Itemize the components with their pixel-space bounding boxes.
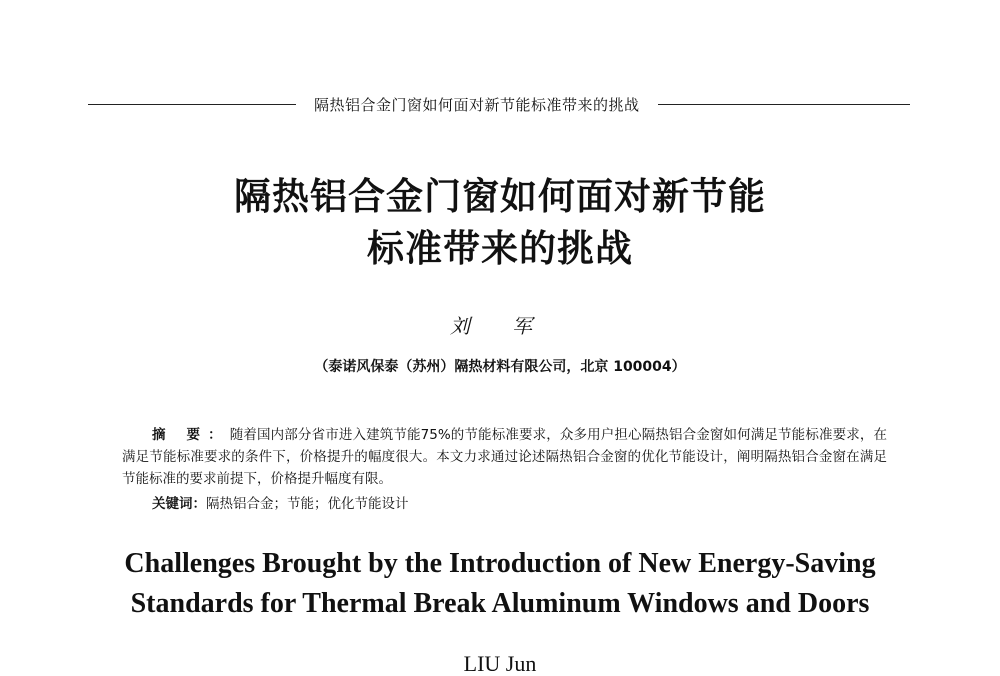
header-rule-right	[658, 104, 910, 105]
abstract-label: 摘 要：	[152, 427, 230, 443]
chinese-title-line-2: 标准带来的挑战	[367, 226, 633, 270]
abstract	[122, 424, 887, 490]
chinese-author: 刘 军	[449, 314, 551, 338]
english-title-line-1: Challenges Brought by the Introduction of New Energy-Saving	[124, 548, 876, 579]
keywords-text: 隔热铝合金；节能；优化节能设计	[206, 496, 409, 512]
abstract-text: 随着国内部分省市进入建筑节能75%的节能标准要求，众多用户担心隔热铝合金窗如何满足节能标准要求，在满足节能标准要求的条件下，价格提升的幅度很大。本文力求通过论述隔热铝合金窗的优化节能设计，阐明隔热铝合金窗在满足节能标准的要求前提下，价格提升幅度有限。	[122, 427, 887, 487]
running-header-text: 隔热铝合金门窗如何面对新节能标准带来的挑战	[314, 95, 640, 114]
chinese-title-line-1: 隔热铝合金门窗如何面对新节能	[234, 174, 766, 218]
english-title	[0, 544, 1000, 624]
english-title-line-2: Standards for Thermal Break Aluminum Windows and Doors	[130, 588, 870, 619]
english-author: LIU Jun	[463, 651, 537, 676]
running-header	[88, 92, 910, 116]
keywords	[152, 493, 409, 515]
header-rule-left	[88, 104, 296, 105]
chinese-title	[0, 170, 1000, 274]
keywords-label: 关键词：	[152, 496, 206, 512]
affiliation: （泰诺风保泰（苏州）隔热材料有限公司，北京 100004）	[314, 359, 686, 375]
